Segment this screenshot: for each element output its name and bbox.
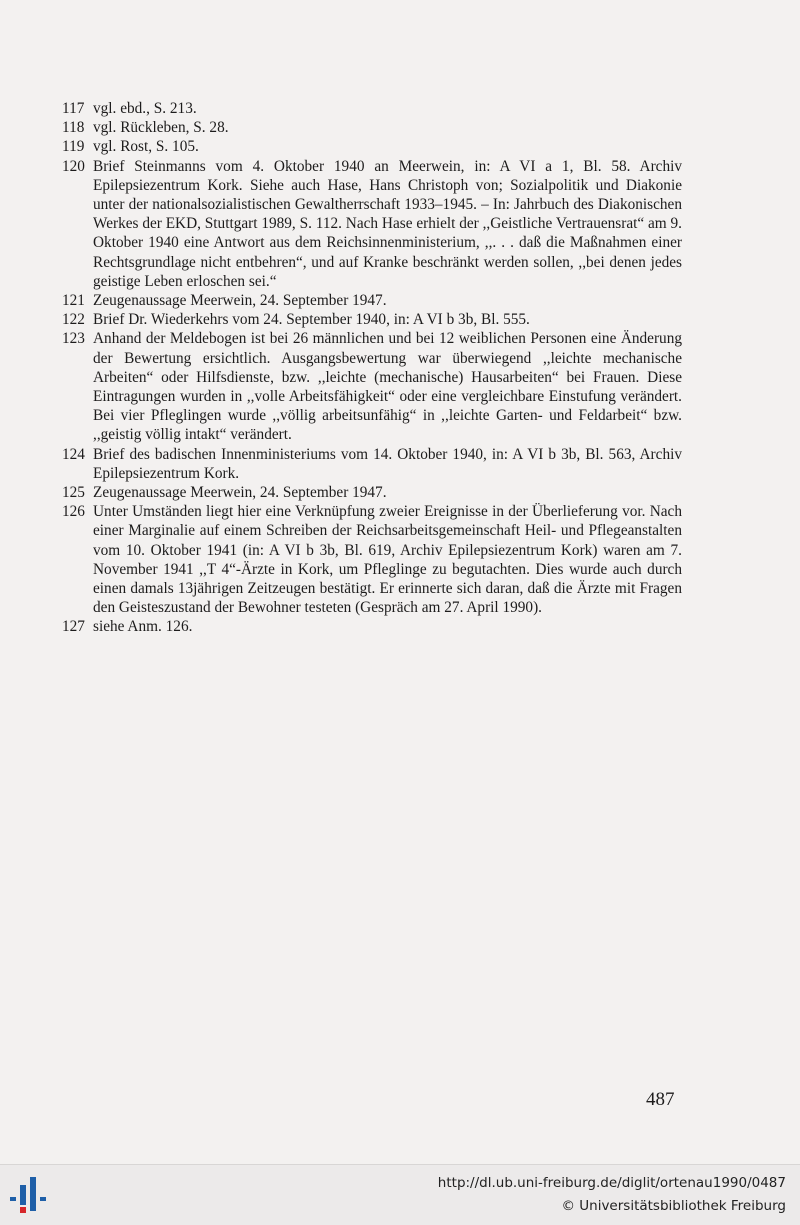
footnote-text: siehe Anm. 126. [93,618,193,636]
footnote-number: 120 [62,157,85,175]
footnote [62,617,682,636]
footnote-text: vgl. Rückleben, S. 28. [93,119,229,137]
footnote [62,291,682,310]
footnote [62,329,682,444]
footnote-text: Anhand der Meldebogen ist bei 26 männlichen und bei 12 weiblichen Personen eine Änderung der Bewertung ersichtlich. Ausgangsbewertung war überwiegend ,,leichte mechanische Arbeiten“ oder Hilfsdienste, bzw. ,,leichte (mechanische) Hausarbeiten“ bei Frauen. Diese Eintragungen wurden in ,,volle Arbeitsfähigkeit“ oder eine vergleichbare Einstufung verändert. Bei vier Pfleglingen wurde ,,völlig arbeitsunfähig“ in ,,leichte Garten- und Feldarbeit“ bzw. ,,geistig völlig intakt“ verändert. [93,330,682,444]
footnote-text: Zeugenaussage Meerwein, 24. September 1947. [93,484,387,502]
footnote-text: Brief Dr. Wiederkehrs vom 24. September 1940, in: A VI b 3b, Bl. 555. [93,311,530,329]
footnote [62,310,682,329]
footnote-text: vgl. Rost, S. 105. [93,138,199,156]
footnote-text: vgl. ebd., S. 213. [93,100,197,117]
footnote-number: 119 [62,138,85,156]
page-number: 487 [646,1089,675,1110]
footnote-number: 122 [62,311,85,329]
footnote-number: 127 [62,618,85,636]
footnotes [62,99,682,637]
footnote-number: 121 [62,292,85,310]
footnote [62,483,682,502]
footnote [62,502,682,617]
footnote [62,137,682,156]
footnote-text: Unter Umständen liegt hier eine Verknüpfung zweier Ereignisse in der Überlieferung vor. Nach einer Marginalie auf einem Schreiben der Reichsarbeitsgemeinschaft Heil- und Pflegeanstalten vom 10. Oktober 1941 (in: A VI b 3b, Bl. 619, Archiv Epilepsiezentrum Kork) waren am 7. November 1941 ,,T 4“-Ärzte in Kork, um Pfleglinge zu begutachten. Dies wurde auch durch einen damals 13jährigen Zeitzeugen bestätigt. Er erinnerte sich daran, daß die Ärzte mit Fragen den Geisteszustand der Bewohner testeten (Gespräch am 27. April 1990). [93,503,682,617]
footnote [62,445,682,483]
footnote-number: 117 [62,100,85,117]
footnote-number: 124 [62,445,85,463]
footnote-text: Brief des badischen Innenministeriums vom 14. Oktober 1940, in: A VI b 3b, Bl. 563, Archiv Epilepsiezentrum Kork. [93,445,682,482]
ub-freiburg-logo-icon [6,1177,50,1217]
footnote [62,157,682,291]
copyright-text: © Universitätsbibliothek Freiburg [561,1198,786,1214]
footnote [62,118,682,137]
footnote [62,99,682,118]
document-url-link[interactable]: http://dl.ub.uni-freiburg.de/diglit/ortenau1990/0487 [437,1175,786,1191]
viewer-footer [0,1164,800,1225]
footnote-text: Zeugenaussage Meerwein, 24. September 1947. [93,292,387,310]
footnote-number: 118 [62,119,85,137]
footnote-number: 123 [62,330,85,348]
footnote-number: 125 [62,484,85,502]
footnote-text: Brief Steinmanns vom 4. Oktober 1940 an Meerwein, in: A VI a 1, Bl. 58. Archiv Epilepsiezentrum Kork. Siehe auch Hase, Hans Christoph von; Sozialpolitik und Diakonie unter der nationalsozialistischen Gewaltherrschaft 1933–1945. – In: Jahrbuch des Diakonischen Werkes der EKD, Stuttgart 1989, S. 112. Nach Hase erhielt der ,,Geistliche Vertrauensrat“ am 9. Oktober 1940 eine Antwort aus dem Reichsinnenministerium, ,,. . . daß die Maßnahmen einer Rechtsgrundlage nicht entbehren“, und auf Kranke beschränkt werden sollen, ,,bei denen jedes geistige Leben erloschen sei.“ [93,157,682,290]
footnote-number: 126 [62,503,85,521]
